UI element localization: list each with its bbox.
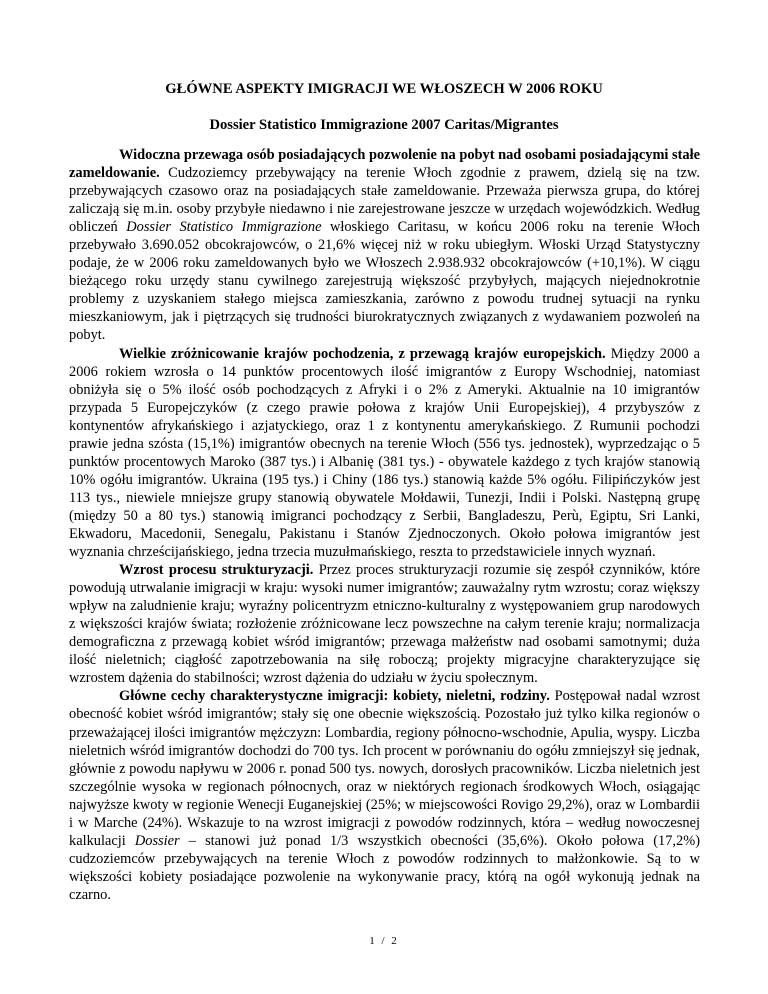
paragraph-text: włoskiego Caritasu, w końcu 2006 roku na terenie Włoch przebywało 3.690.052 obcokrajowców, o 21,6% więcej niż w roku ubiegłym. Włoski Urząd Statystyczny podaje, że w 2006 roku zameldowanych było we Włoszech 2.938.932 obcokrajowców (+10,1%). W ciągu bieżącego roku urzędy stanu cywilnego zarejestrują większość przybyłych, mających niejednokrotnie problemy z uzyskaniem stałego miejsca zamieszkania, zarówno z powodu trudnej sytuacji na rynku mieszkaniowym, jak i piętrzących się trudności biurokratycznych związanych z wydawaniem pozwoleń na pobyt. [69,219,701,344]
document-subtitle: Dossier Statistico Immigrazione 2007 Caritas/Migrantes [209,117,559,133]
paragraph-text: – stanowi już ponad 1/3 wszystkich obecności (35,6%). Około połowa (17,2%) cudzoziemców przebywających na terenie Włoch z powodów rodzinnych to małżonkowie. Są to w większości kobiety posiadające pozwolenie na wykonywanie pracy, którą na ogół wykonują jednak na czarno. [69,832,700,903]
paragraph-lead: Wzrost procesu strukturyzacji. [119,562,314,579]
paragraph-text: Między 2000 a 2006 rokiem wzrosła o 14 punktów procentowych ilość imigrantów z Europy Wschodniej, natomiast obniżyła się o 5% ilość osób pochodzących z Afryki i o 2% z Ameryki. Aktualnie na 10 imigrantów przypada 5 Europejczyków (z czego prawie połowa z krajów Unii Europejskiej), 4 przybyszów z kontynentów afrykańskiego i azjatyckiego, oraz 1 z kontynentu amerykańskiego. Z Rumunii pochodzi prawie jedna szósta (15,1%) imigrantów obecnych na terenie Włoch (556 tys. jednostek), wyprzedzając o 5 punktów procentowych Maroko (387 tys.) i Albanię (381 tys.) - obywatele każdego z tych krajów stanowią 10% ogółu imigrantów. Ukraina (195 tys.) i Chiny (186 tys.) stanowią każde 5% ogółu. Filipińczyków jest 113 tys., niewiele mniejsze grupy stanowią obywatele Mołdawii, Tunezji, Indii i Polski. Następną grupę (między 50 a 80 tys.) stanowią imigranci pochodzący z Serbii, Bangladeszu, Perù, Egiptu, Sri Lanki, Ekwadoru, Macedonii, Senegalu, Pakistanu i Stanów Zjednoczonych. Około połowa imigrantów jest wyznania chrześcijańskiego, jedna trzecia muzułmańskiego, reszta to przedstawiciele innych wyznań. [69,345,701,561]
paragraph-countries-of-origin [69,345,700,562]
paragraph-text: Postępował nadal wzrost obecność kobiet wśród imigrantów; stały się one obecnie większością. Pozostało już tylko kilka regionów o przeważającej ilości imigrantów mężczyzn: Lombardia, regiony północno-wschodnie, Apulia, wyspy. Liczba nieletnich wśród imigrantów dochodzi do 700 tys. Ich procent w porównaniu do ogółu zmniejszył się jednak, głównie z powodu napływu w 2006 r. ponad 500 tys. nowych, dorosłych pracowników. Liczba nieletnich jest szczególnie wysoka w regionach północnych, oraz w niektórych regionach środkowych Włoch, osiągając najwyższe kwoty w regionie Wenecji Euganejskiej (25%; w miejscowości Rovigo 29,2%), oraz w Lombardii i w Marche (24%). Wskazuje to na wzrost imigracji z powodów rodzinnych, która – według nowoczesnej kalkulacji [69,688,700,849]
paragraph-main-characteristics [69,687,700,904]
paragraph-structuring-process [69,561,700,687]
paragraph-text: Cudzoziemcy przebywający na terenie Włoch zgodnie z prawem, dzielą się na tzw. przebywających czasowo oraz na posiadających stałe zameldowanie. Przeważa pierwsza grupa, do której zaliczają się m.in. osoby przybyłe niedawno i nie zarejestrowane jeszcze w urzędach wojewódzkich. Według obliczeń [69,165,700,236]
page-number: 1 / 2 [369,935,399,947]
paragraph-italic: Dossier Statistico Immigrazione [126,219,322,236]
document-body [69,146,700,904]
paragraph-lead: Widoczna przewaga osób posiadających pozwolenie na pobyt nad osobami posiadającymi stałe zameldowanie. [69,147,701,182]
paragraph-italic: Dossier [134,832,180,849]
paragraph-text: Przez proces strukturyzacji rozumie się zespół czynników, które powodują utrwalanie imigracji w kraju: wysoki numer imigrantów; zauważalny rytm wzrostu; coraz większy wpływ na zaludnienie kraju; wyraźny policentryzm etniczno-kulturalny z występowaniem grup narodowych z większości krajów świata; rozłożenie zróżnicowane lecz powszechne na całym terenie kraju; normalizacja demograficzna z przewagą kobiet wśród imigrantów; przewaga małżeństw nad osobami samotnymi; duża ilość nieletnich; ciągłość zapotrzebowania na siłę roboczą; projekty migracyjne charakteryzujące się wzrostem dążenia do stabilności; wzrost dążenia do udziału w życiu społecznym. [69,562,701,687]
paragraph-residence-permits [69,146,700,345]
document-title: GŁÓWNE ASPEKTY IMIGRACJI WE WŁOSZECH W 2006 ROKU [165,81,603,97]
paragraph-lead: Wielkie zróżnicowanie krajów pochodzenia, z przewagą krajów europejskich. [119,345,606,362]
paragraph-lead: Główne cechy charakterystyczne imigracji: kobiety, nieletni, rodziny. [119,688,550,705]
